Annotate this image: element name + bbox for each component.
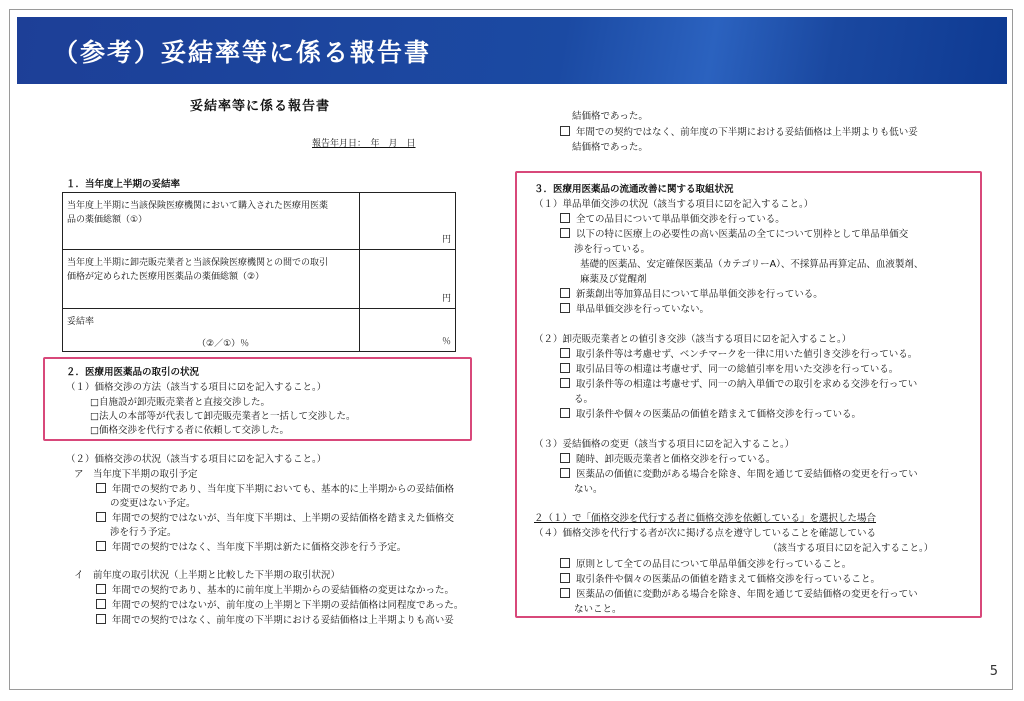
- row-text: 妥結率: [67, 317, 95, 327]
- table-row: [63, 250, 456, 309]
- list-item: 原則として全ての品目について単品単価交渉を行っていること。: [560, 556, 851, 570]
- section3-note: ２（１）で「価格交渉を代行する者に価格交渉を依頼している」を選択した場合: [534, 513, 877, 524]
- list-item: 年間での契約ではないが、当年度下半期は、上半期の妥結価格を踏まえた価格交: [96, 510, 454, 524]
- list-item-cont: 渉を行っている。: [574, 244, 651, 255]
- list-item-cont: ない。: [574, 484, 603, 495]
- list-item-cont: ないこと。: [574, 604, 622, 615]
- list-item: 医薬品の価値に変動がある場合を除き、年間を通じて妥結価格の変更を行ってい: [560, 586, 918, 600]
- page-number: 5: [989, 664, 998, 679]
- list-item: 取引条件や個々の医薬品の価値を踏まえて価格交渉を行っていること。: [560, 571, 880, 585]
- subsection-i-heading: イ 前年度の取引状況（上半期と比較した下半期の取引状況）: [74, 570, 341, 581]
- table-cell-unit: 円: [360, 250, 456, 309]
- section3-4-heading-cont: （該当する項目に☑を記入すること。）: [768, 543, 934, 554]
- checkbox[interactable]: [96, 614, 106, 624]
- checkbox[interactable]: [560, 228, 570, 238]
- checkbox[interactable]: [96, 483, 106, 493]
- table-cell-question: [63, 250, 360, 309]
- list-item: 新薬創出等加算品目について単品単価交渉を行っている。: [560, 286, 823, 300]
- list-item: 年間での契約であり、当年度下半期においても、基本的に上半期からの妥結価格: [96, 481, 454, 495]
- table-cell-unit: ％: [360, 309, 456, 352]
- list-item: 年間での契約ではなく、前年度の下半期における妥結価格は上半期よりも高い妥: [96, 612, 454, 626]
- list-item: 年間での契約ではなく、前年度の下半期における妥結価格は上半期よりも低い妥: [560, 124, 918, 138]
- list-item-cont: 結価格であった。: [572, 142, 648, 153]
- table-row: [63, 193, 456, 250]
- row-text: （②／①）％: [197, 339, 250, 349]
- list-item-cont: る。: [574, 394, 594, 405]
- list-item-cont: 麻薬及び覚醒剤: [580, 274, 647, 285]
- checkbox[interactable]: [96, 584, 106, 594]
- checkbox[interactable]: [560, 408, 570, 418]
- checkbox[interactable]: [560, 468, 570, 478]
- checkbox[interactable]: [96, 541, 106, 551]
- row-text: 当年度上半期に当該保険医療機関において購入された医療用医薬: [67, 201, 329, 211]
- list-item: 単品単価交渉を行っていない。: [560, 301, 709, 315]
- checkbox[interactable]: [560, 573, 570, 583]
- section2-heading: ２．医療用医薬品の取引の状況: [66, 367, 200, 378]
- list-item: 年間での契約ではないが、前年度の上半期と下半期の妥結価格は同程度であった。: [96, 597, 463, 611]
- checkbox[interactable]: [560, 378, 570, 388]
- section3-1-heading: （１）単品単価交渉の状況（該当する項目に☑を記入すること。）: [534, 199, 814, 210]
- list-item: 取引品目等の相違は考慮せず、同一の総値引率を用いた交渉を行っている。: [560, 361, 898, 375]
- list-item: 随時、卸売販売業者と価格交渉を行っている。: [560, 451, 776, 465]
- list-item-cont: 渉を行う予定。: [110, 527, 177, 538]
- section3-4-heading: （４）価格交渉を代行する者が次に掲げる点を遵守していることを確認している: [534, 528, 877, 539]
- list-item: 全ての品目について単品単価交渉を行っている。: [560, 211, 785, 225]
- checkbox[interactable]: [560, 288, 570, 298]
- section3-heading: ３．医療用医薬品の流通改善に関する取組状況: [534, 184, 734, 195]
- checkbox[interactable]: [96, 599, 106, 609]
- list-item: 年間での契約ではなく、当年度下半期は新たに価格交渉を行う予定。: [96, 539, 406, 553]
- row-text: 価格が定められた医療用医薬品の薬価総額（②）: [67, 272, 265, 282]
- document-title: 妥結率等に係る報告書: [190, 99, 331, 114]
- list-item: □価格交渉を代行する者に依頼して交渉した。: [90, 425, 289, 436]
- section3-3-heading: （３）妥結価格の変更（該当する項目に☑を記入すること。）: [534, 439, 795, 450]
- checkbox[interactable]: [560, 303, 570, 313]
- table-cell-question: [63, 193, 360, 250]
- table-cell-unit: 円: [360, 193, 456, 250]
- table-cell-question: [63, 309, 360, 352]
- section2-1-heading: （１）価格交渉の方法（該当する項目に☑を記入すること。）: [66, 382, 327, 393]
- row-text: 当年度上半期に卸売販売業者と当該保険医療機関との間での取引: [67, 258, 329, 268]
- list-item: □自施設が卸売販売業者と直接交渉した。: [90, 397, 270, 408]
- list-item-cont: 基礎的医薬品、安定確保医薬品（カテゴリーA）、不採算品再算定品、血液製剤、: [580, 259, 924, 270]
- list-item-cont: の変更はない予定。: [110, 498, 196, 509]
- checkbox[interactable]: [560, 363, 570, 373]
- checkbox[interactable]: [560, 588, 570, 598]
- checkbox[interactable]: [560, 558, 570, 568]
- row-text: 品の薬価総額（①）: [67, 215, 148, 225]
- list-item: 以下の特に医療上の必要性の高い医薬品の全てについて別枠として単品単価交: [560, 226, 908, 240]
- list-item: 取引条件等は考慮せず、ベンチマークを一律に用いた値引き交渉を行っている。: [560, 346, 917, 360]
- list-item: 取引条件等の相違は考慮せず、同一の納入単価での取引を求める交渉を行ってい: [560, 376, 917, 390]
- list-item: 医薬品の価値に変動がある場合を除き、年間を通じて妥結価格の変更を行ってい: [560, 466, 918, 480]
- rate-table: [62, 192, 456, 352]
- list-item: 取引条件や個々の医薬品の価値を踏まえて価格交渉を行っている。: [560, 406, 861, 420]
- section3-2-heading: （２）卸売販売業者との値引き交渉（該当する項目に☑を記入すること。）: [534, 334, 852, 345]
- checkbox[interactable]: [560, 126, 570, 136]
- checkbox[interactable]: [560, 348, 570, 358]
- checkbox[interactable]: [560, 453, 570, 463]
- report-date: 報告年月日： 年 月 日: [312, 139, 416, 149]
- subsection-a-heading: ア 当年度下半期の取引予定: [74, 469, 198, 480]
- checkbox[interactable]: [560, 213, 570, 223]
- section2-2-heading: （２）価格交渉の状況（該当する項目に☑を記入すること。）: [66, 454, 327, 465]
- checkbox[interactable]: [96, 512, 106, 522]
- title-banner: [17, 17, 1007, 84]
- list-item: □法人の本部等が代表して卸売販売業者と一括して交渉した。: [90, 411, 356, 422]
- section1-heading: １．当年度上半期の妥結率: [66, 179, 181, 190]
- slide-title: （参考）妥結率等に係る報告書: [53, 38, 432, 67]
- list-item: 年間での契約であり、基本的に前年度上半期からの妥結価格の変更はなかった。: [96, 582, 454, 596]
- table-row: [63, 309, 456, 352]
- list-item-cont: 結価格であった。: [572, 111, 648, 122]
